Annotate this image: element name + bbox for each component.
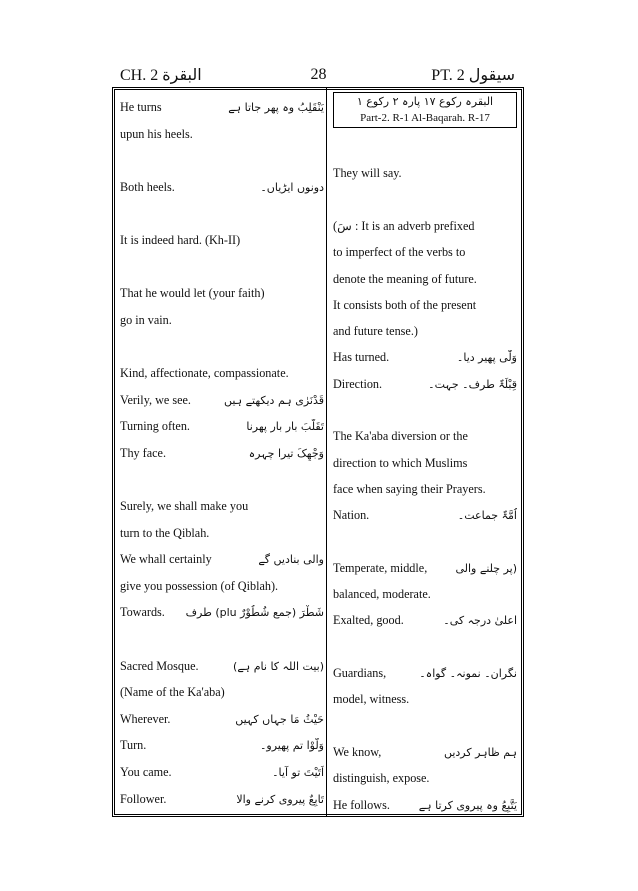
arabic-urdu-gloss: اعلیٰ درجہ کی۔ xyxy=(443,614,517,628)
right-entry-line xyxy=(333,692,517,707)
english-gloss: face when saying their Prayers. xyxy=(333,481,486,496)
page-number: 28 xyxy=(310,66,327,83)
english-gloss: to imperfect of the verbs to xyxy=(333,245,466,260)
arabic-urdu-gloss: ہم ظاہر کردیں xyxy=(443,745,517,759)
english-gloss: You came. xyxy=(120,765,172,779)
arabic-urdu-gloss: وَلّٰی پھیر دیا۔ xyxy=(456,351,517,365)
english-gloss: Has turned. xyxy=(333,350,390,365)
left-entry-line xyxy=(120,393,324,408)
right-entry-line xyxy=(333,482,517,497)
left-entry-line xyxy=(120,233,324,248)
right-entry-line xyxy=(333,561,517,576)
left-entry-line xyxy=(120,419,324,434)
english-gloss: Towards. xyxy=(120,605,165,620)
english-gloss: Temperate, middle, xyxy=(333,560,428,575)
right-entry-line xyxy=(333,798,517,813)
right-entry-line xyxy=(333,508,517,523)
right-entry-line xyxy=(333,219,517,234)
section-reference-english: Part-2. R-1 Al-Baqarah. R-17 xyxy=(360,112,490,124)
arabic-urdu-gloss: وَلُّوْا تم پھیرو۔ xyxy=(259,739,324,753)
right-entry-line xyxy=(333,245,517,260)
arabic-urdu-gloss: یَنْقَلِبُ وہ پھر جاتا ہے xyxy=(228,101,324,114)
english-gloss: Guardians, xyxy=(333,666,387,680)
left-entry-line xyxy=(120,100,324,115)
left-entry-line xyxy=(120,127,324,142)
arabic-urdu-gloss: (پر چلنے والی xyxy=(455,561,517,575)
right-entry-line xyxy=(333,272,517,287)
page-header xyxy=(112,64,525,86)
chapter-name: البقرة xyxy=(162,65,202,84)
english-gloss: (Name of the Ka'aba) xyxy=(120,685,225,700)
arabic-urdu-gloss: تَقَلُّبَ بار بار پھرنا xyxy=(246,420,324,434)
section-reference-box xyxy=(333,92,517,128)
english-gloss: Kind, affectionate, compassionate. xyxy=(120,366,289,380)
english-gloss: He turns xyxy=(120,100,162,114)
arabic-urdu-gloss: وَجْھِکَ تیرا چہرہ xyxy=(248,446,324,460)
right-entry-line xyxy=(333,166,517,181)
left-entry-line xyxy=(120,792,324,807)
right-entry-line xyxy=(333,771,517,786)
english-gloss: Turn. xyxy=(120,738,147,753)
left-entry-line xyxy=(120,446,324,461)
english-gloss: direction to which Muslims xyxy=(333,455,468,470)
english-gloss: balanced, moderate. xyxy=(333,587,431,602)
english-gloss: Both heels. xyxy=(120,179,175,194)
english-gloss: and future tense.) xyxy=(333,324,418,339)
left-entry-line xyxy=(120,579,324,594)
left-entry-line xyxy=(120,180,324,195)
english-gloss: That he would let (your faith) xyxy=(120,286,265,301)
english-gloss: upun his heels. xyxy=(120,126,193,141)
left-entry-line xyxy=(120,552,324,567)
english-gloss: They will say. xyxy=(333,166,402,181)
english-gloss: Verily, we see. xyxy=(120,392,191,407)
right-entry-line xyxy=(333,613,517,628)
left-entry-line xyxy=(120,499,324,514)
english-gloss: Follower. xyxy=(120,791,167,806)
arabic-urdu-gloss: دونوں ایڑیاں۔ xyxy=(260,180,324,194)
arabic-urdu-gloss: حَیْثُ مَا جہاں کہیں xyxy=(235,712,324,726)
right-entry-line xyxy=(333,456,517,471)
left-entry-line xyxy=(120,738,324,753)
right-entry-line xyxy=(333,587,517,602)
left-entry-line xyxy=(120,765,324,780)
english-gloss: distinguish, expose. xyxy=(333,771,430,786)
arabic-urdu-gloss: یَتَّبِعُ وہ پیروی کرتا ہے xyxy=(418,798,517,812)
right-entry-line xyxy=(333,429,517,444)
column-divider xyxy=(326,87,327,817)
arabic-urdu-gloss: تَابِعٌ پیروی کرنے والا xyxy=(236,792,324,806)
english-gloss: Exalted, good. xyxy=(333,613,404,628)
arabic-urdu-gloss: قِبْلَۃٌ طرف۔ جہت۔ xyxy=(428,377,517,391)
english-gloss: go in vain. xyxy=(120,312,172,327)
arabic-urdu-gloss: شَطْرَ (جمع شُطُوْرٌ plu) طرف xyxy=(185,606,324,620)
english-gloss: Sacred Mosque. xyxy=(120,658,199,673)
left-entry-line xyxy=(120,685,324,700)
right-entry-line xyxy=(333,298,517,313)
part-name: سیقول xyxy=(468,65,515,84)
english-gloss: It is indeed hard. (Kh-II) xyxy=(120,233,241,247)
english-gloss: denote the meaning of future. xyxy=(333,271,477,286)
section-reference-urdu: البقرہ رکوع ۱۷ پارہ ۲ رکوع ۱ xyxy=(356,95,494,108)
part-label xyxy=(431,64,515,87)
arabic-urdu-gloss: والی بنادیں گے xyxy=(258,553,324,567)
right-entry-line xyxy=(333,324,517,339)
right-entry-line xyxy=(333,350,517,365)
left-entry-line xyxy=(120,313,324,328)
arabic-urdu-gloss: اَتَیْتَ تو آیا۔ xyxy=(272,766,324,779)
english-gloss: turn to the Qiblah. xyxy=(120,525,210,540)
english-gloss: model, witness. xyxy=(333,692,410,707)
english-gloss: Thy face. xyxy=(120,445,167,460)
english-gloss: Turning often. xyxy=(120,419,190,434)
left-entry-line xyxy=(120,659,324,674)
left-entry-line xyxy=(120,526,324,541)
english-gloss: Wherever. xyxy=(120,711,171,726)
arabic-urdu-gloss: اُمَّۃٌ جماعت۔ xyxy=(457,509,517,523)
left-entry-line xyxy=(120,712,324,727)
right-entry-line xyxy=(333,377,517,392)
english-gloss: give you possession (of Qiblah). xyxy=(120,578,279,593)
english-gloss: The Ka'aba diversion or the xyxy=(333,429,468,444)
arabic-urdu-gloss: قَدْنَرٰی ہم دیکھتے ہیں xyxy=(223,393,324,407)
english-gloss: He follows. xyxy=(333,797,390,812)
left-entry-line xyxy=(120,605,324,620)
arabic-urdu-gloss: (بیت اللہ کا نام ہے) xyxy=(233,659,324,673)
english-gloss: It consists both of the present xyxy=(333,297,477,312)
english-gloss: Surely, we shall make you xyxy=(120,499,249,513)
right-entry-line xyxy=(333,745,517,760)
english-gloss: We whall certainly xyxy=(120,552,212,567)
english-gloss: Nation. xyxy=(333,508,370,523)
left-entry-line xyxy=(120,366,324,381)
right-entry-line xyxy=(333,666,517,681)
part-number: PT. 2 xyxy=(431,67,465,84)
arabic-urdu-gloss: نگران۔ نمونہ۔ گواہ۔ xyxy=(419,667,517,680)
english-gloss: (سَ : It is an adverb prefixed xyxy=(333,218,475,233)
english-gloss: Direction. xyxy=(333,376,383,391)
english-gloss: We know, xyxy=(333,744,382,759)
left-entry-line xyxy=(120,286,324,301)
chapter-number: CH. 2 xyxy=(120,67,159,84)
